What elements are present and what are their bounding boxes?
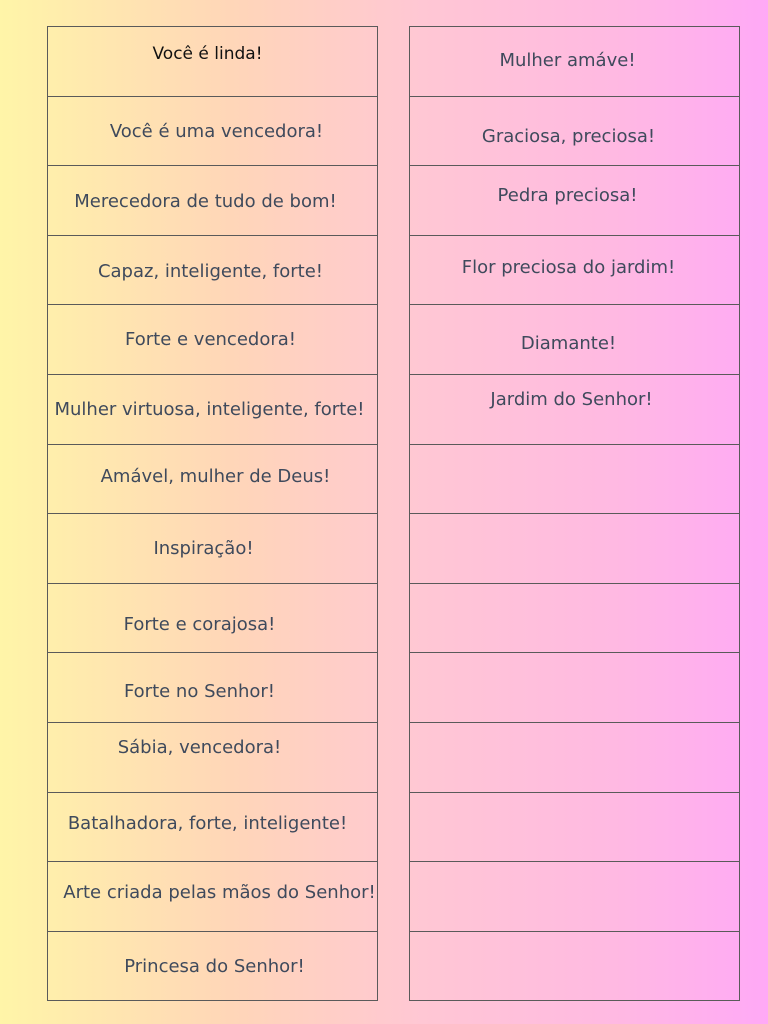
phrase-text: Forte e vencedora! — [125, 329, 296, 351]
phrase-cell — [48, 445, 377, 515]
empty-cell — [410, 445, 739, 515]
phrase-cell — [410, 166, 739, 236]
empty-cell — [410, 514, 739, 584]
phrase-text: Mulher amáve! — [499, 50, 636, 71]
phrase-cell — [410, 236, 739, 306]
phrase-cell — [410, 305, 739, 375]
phrase-text: Inspiração! — [153, 538, 254, 560]
phrase-text: Sábia, vencedora! — [117, 736, 282, 758]
empty-cell — [410, 723, 739, 793]
phrase-cell — [48, 653, 377, 723]
phrase-cell — [48, 723, 377, 793]
phrase-text: Flor preciosa do jardim! — [461, 256, 676, 278]
right-phrase-column — [409, 26, 740, 1001]
phrase-cell — [410, 27, 739, 97]
phrase-cell — [48, 793, 377, 863]
phrase-cell — [48, 584, 377, 654]
phrase-text: Graciosa, preciosa! — [481, 125, 656, 147]
phrase-text: Diamante! — [520, 333, 617, 355]
phrase-text: Forte no Senhor! — [123, 681, 276, 703]
phrase-text: Merecedora de tudo de bom! — [74, 191, 337, 213]
empty-cell — [410, 862, 739, 932]
phrase-text: Pedra preciosa! — [497, 185, 638, 207]
phrase-text: Arte criada pelas mãos do Senhor! — [63, 882, 376, 904]
phrase-cell — [48, 27, 377, 97]
empty-cell — [410, 584, 739, 654]
phrase-cell — [410, 97, 739, 167]
empty-cell — [410, 793, 739, 863]
phrase-text: Capaz, inteligente, forte! — [97, 260, 324, 282]
phrase-cell — [48, 862, 377, 932]
phrase-cell — [48, 97, 377, 167]
phrase-text: Forte e corajosa! — [123, 613, 276, 635]
phrase-text: Jardim do Senhor! — [490, 388, 653, 410]
empty-cell — [410, 653, 739, 723]
phrase-cell — [48, 932, 377, 1002]
left-phrase-column — [47, 26, 378, 1001]
phrase-text: Batalhadora, forte, inteligente! — [67, 812, 348, 834]
phrase-text: Mulher virtuosa, inteligente, forte! — [54, 398, 365, 420]
phrase-text: Você é uma vencedora! — [109, 120, 324, 142]
phrase-cell — [48, 514, 377, 584]
empty-cell — [410, 932, 739, 1002]
phrase-cell — [48, 236, 377, 306]
phrase-cell — [48, 166, 377, 236]
phrase-cell — [48, 375, 377, 445]
phrase-cell — [48, 305, 377, 375]
phrase-text: Princesa do Senhor! — [124, 955, 305, 977]
phrase-text: Amável, mulher de Deus! — [100, 465, 331, 487]
phrase-text: Você é linda! — [152, 44, 263, 64]
phrase-cell — [410, 375, 739, 445]
